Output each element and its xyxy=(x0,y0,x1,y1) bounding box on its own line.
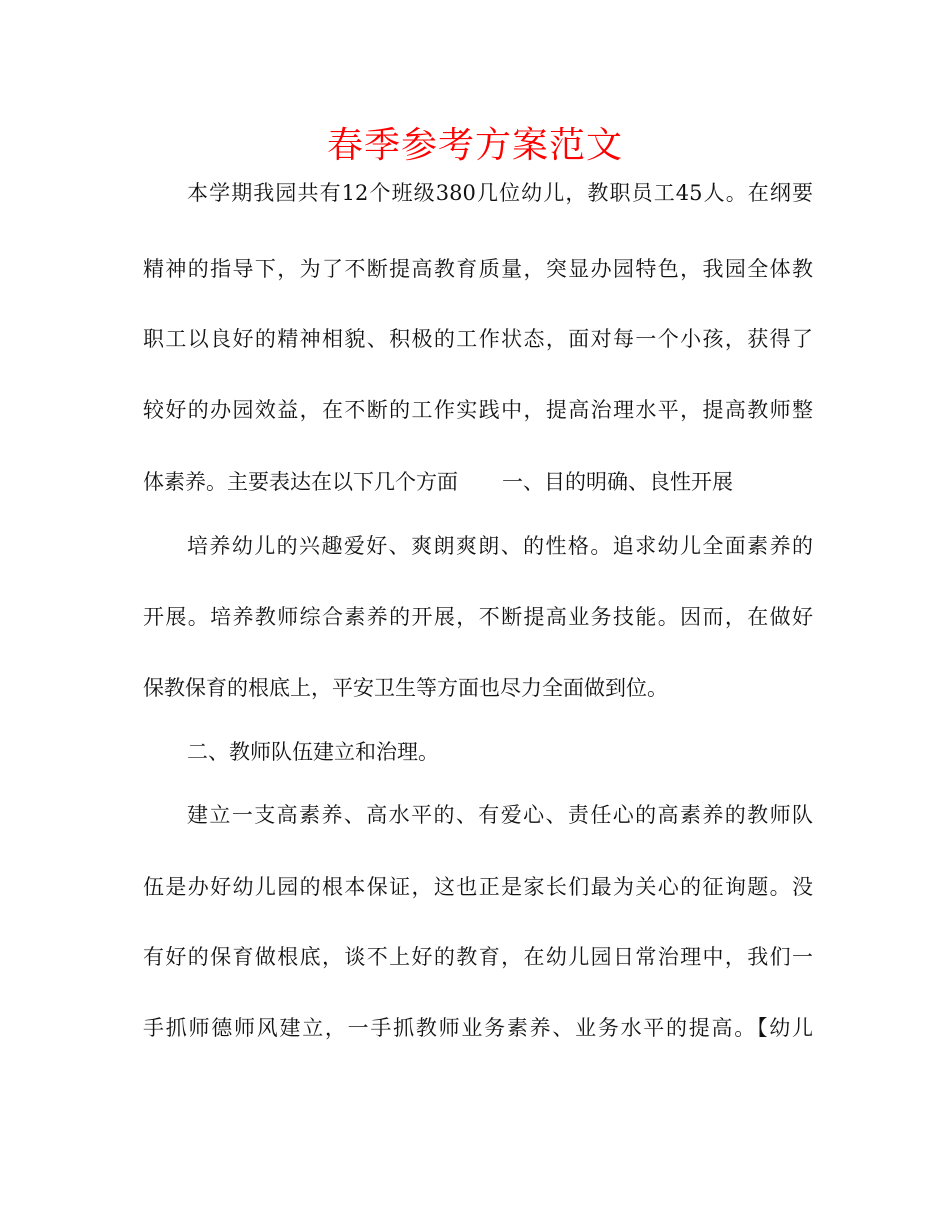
paragraph-line-3: 职工以良好的精神相貌、积极的工作状态，面对每一个小孩，获得了 xyxy=(143,327,813,351)
paragraph-line-10: 伍是办好幼儿园的根本保证，这也正是家长们最为关心的征询题。没 xyxy=(143,875,813,899)
paragraph-line-6: 培养幼儿的兴趣爱好、爽朗爽朗、的性格。追求幼儿全面素养的 xyxy=(187,534,813,558)
paragraph-line-1: 本学期我园共有12个班级380几位幼儿，教职员工45人。在纲要 xyxy=(187,181,813,205)
paragraph-line-7: 开展。培养教师综合素养的开展，不断提高业务技能。因而，在做好 xyxy=(143,605,813,629)
section-heading-2: 二、教师队伍建立和治理。 xyxy=(187,740,439,764)
paragraph-line-5 xyxy=(143,468,813,496)
paragraph-line-8: 保教保育的根底上，平安卫生等方面也尽力全面做到位。 xyxy=(143,676,668,700)
paragraph-line-4: 较好的办园效益，在不断的工作实践中，提高治理水平，提高教师整 xyxy=(143,398,813,422)
paragraph-line-2: 精神的指导下，为了不断提高教育质量，突显办园特色，我园全体教 xyxy=(143,257,813,281)
paragraph-line-9: 建立一支高素养、高水平的、有爱心、责任心的高素养的教师队 xyxy=(187,803,813,827)
paragraph-line-12: 手抓师德师风建立，一手抓教师业务素养、业务水平的提高。【幼儿 xyxy=(143,1016,813,1040)
paragraph-line-11: 有好的保育做根底，谈不上好的教育，在幼儿园日常治理中，我们一 xyxy=(143,945,813,969)
section-heading-1: 一、目的明确、良性开展 xyxy=(502,470,733,494)
paragraph-line-5-text: 体素养。主要表达在以下几个方面 xyxy=(143,470,458,494)
document-title: 春季参考方案范文 xyxy=(326,125,623,166)
